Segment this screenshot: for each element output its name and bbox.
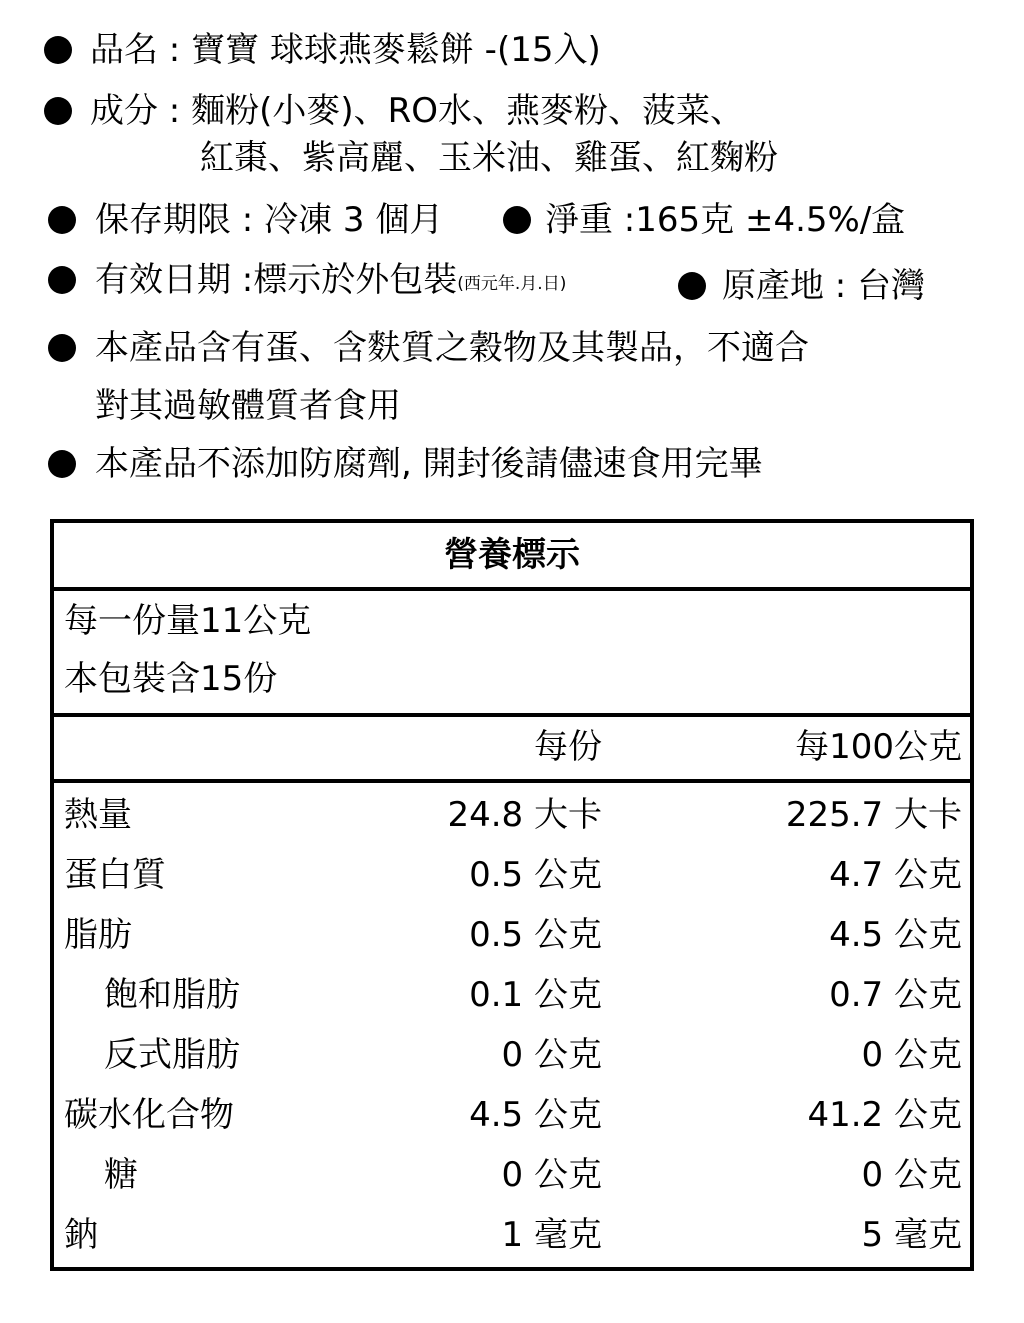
expiry-date (95, 258, 566, 306)
per-100g-value: 5 毫克 (861, 1215, 962, 1255)
per-serving-value: 4.5 公克 (469, 1095, 602, 1135)
per-100g-value: 0 公克 (861, 1035, 962, 1075)
nutrient-name: 鈉 (64, 1215, 98, 1255)
table-row (54, 1085, 970, 1145)
nutrient-name: 熱量 (64, 795, 132, 835)
header-per-serving: 每份 (534, 727, 602, 767)
per-100g-value: 225.7 大卡 (785, 795, 962, 835)
table-row (54, 1025, 970, 1085)
nutrient-name: 脂肪 (64, 915, 132, 955)
header-per-100g: 每100公克 (795, 727, 962, 767)
allergen-line-1: 本產品含有蛋、含麩質之穀物及其製品，不適合 (95, 328, 809, 368)
per-serving-value: 24.8 大卡 (447, 795, 602, 835)
bullet-icon (503, 206, 531, 234)
bullet-icon (48, 334, 76, 362)
per-serving-value: 0 公克 (501, 1155, 602, 1195)
per-100g-value: 4.5 公克 (829, 915, 962, 955)
bullet-icon (44, 36, 72, 64)
table-row (54, 845, 970, 905)
bullet-icon (44, 97, 72, 125)
table-row (54, 1145, 970, 1205)
column-header (54, 717, 970, 783)
table-row (54, 965, 970, 1025)
table-row (54, 1205, 970, 1265)
shelf-life: 保存期限 : 冷凍 3 個月 (95, 200, 444, 240)
bullet-icon (48, 266, 76, 294)
bullet-icon (678, 272, 706, 300)
product-name: 品名 : 寶寶 球球燕麥鬆餅 -(15入) (90, 30, 601, 70)
per-serving-value: 0.5 公克 (469, 915, 602, 955)
per-100g-value: 4.7 公克 (829, 855, 962, 895)
allergen-line-2: 對其過敏體質者食用 (95, 386, 401, 426)
nutrient-name: 反式脂肪 (104, 1035, 240, 1075)
per-serving-value: 0.5 公克 (469, 855, 602, 895)
bullet-icon (48, 450, 76, 478)
nutrient-name: 糖 (104, 1155, 138, 1195)
bullet-icon (48, 206, 76, 234)
nutrition-title: 營養標示 (54, 523, 970, 591)
nutrient-name: 飽和脂肪 (104, 975, 240, 1015)
nutrition-table (50, 519, 974, 1271)
per-serving-value: 1 毫克 (501, 1215, 602, 1255)
ingredients-line-2: 紅棗、紫高麗、玉米油、雞蛋、紅麴粉 (200, 138, 778, 178)
table-row (54, 905, 970, 965)
nutrient-name: 碳水化合物 (64, 1095, 234, 1135)
origin: 原產地 : 台灣 (722, 266, 926, 306)
table-row (54, 785, 970, 845)
expiry-text: 有效日期 :標示於外包裝 (95, 260, 458, 300)
per-100g-value: 0.7 公克 (829, 975, 962, 1015)
expiry-note: (西元年.月.日) (457, 274, 567, 294)
serving-size: 每一份量11公克 (64, 601, 312, 641)
net-weight: 淨重 :165克 ±4.5%/盒 (545, 200, 906, 240)
per-serving-value: 0.1 公克 (469, 975, 602, 1015)
nutrient-name: 蛋白質 (64, 855, 166, 895)
per-serving-value: 0 公克 (501, 1035, 602, 1075)
per-100g-value: 41.2 公克 (807, 1095, 962, 1135)
per-100g-value: 0 公克 (861, 1155, 962, 1195)
preservative-note: 本產品不添加防腐劑, 開封後請儘速食用完畢 (95, 444, 763, 484)
ingredients-line-1: 成分 : 麵粉(小麥)、RO水、燕麥粉、菠菜、 (90, 91, 744, 131)
serving-info (54, 591, 970, 717)
servings-per-package: 本包裝含15份 (64, 659, 278, 699)
